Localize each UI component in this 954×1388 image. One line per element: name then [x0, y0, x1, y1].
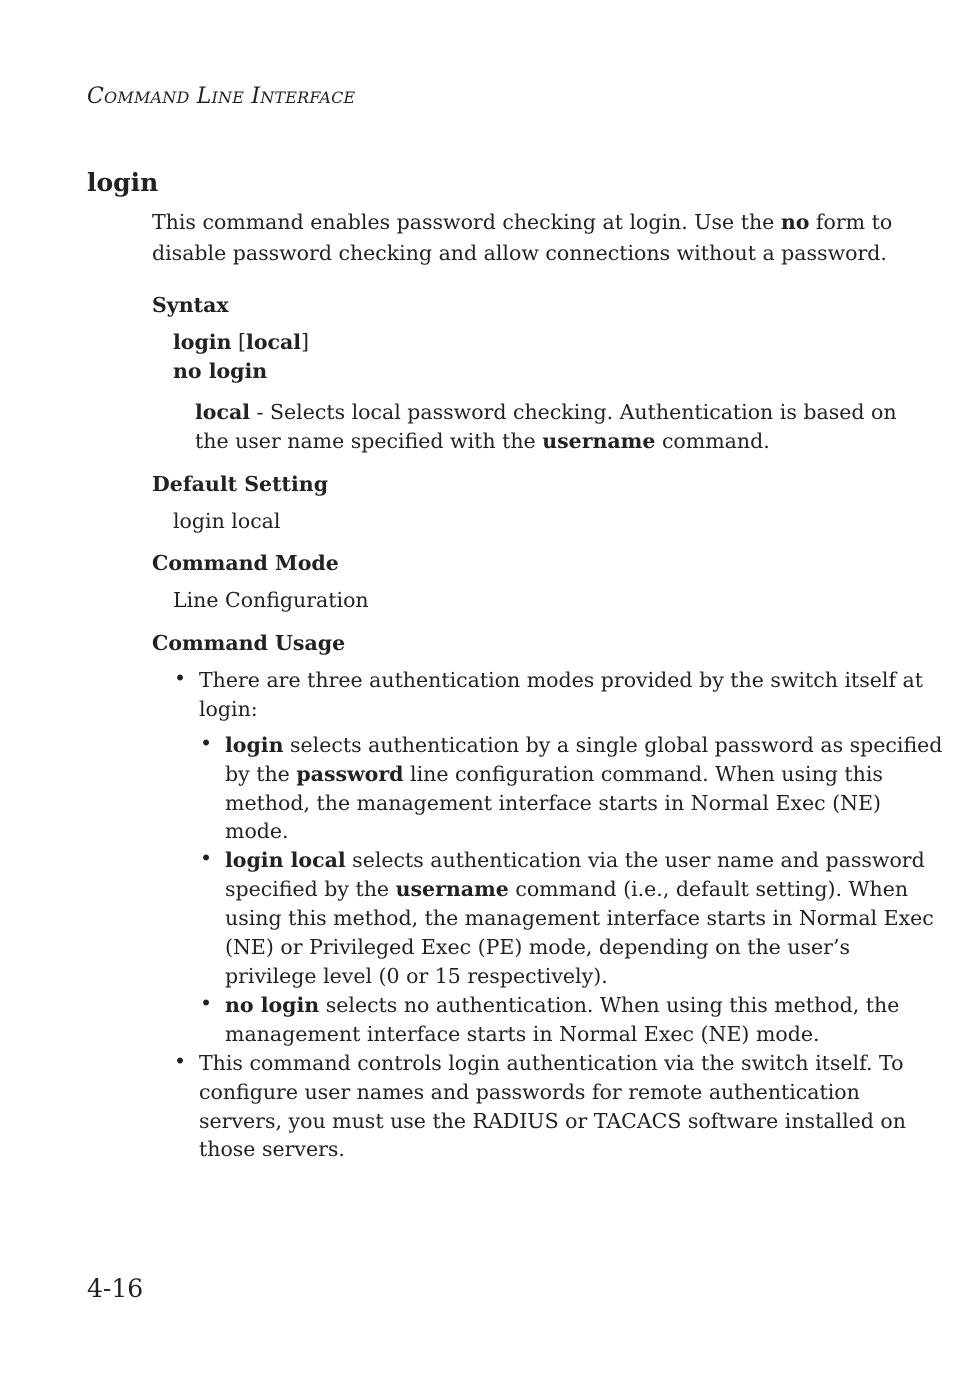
- bullet: •: [174, 666, 187, 690]
- usage-s1-line-1: login selects authentication by a single global password as specified: [225, 733, 943, 757]
- usage-s1-line-3: method, the management interface starts in Normal Exec (NE): [225, 791, 882, 815]
- syntax-heading: Syntax: [152, 293, 229, 317]
- sub-bullet: •: [200, 846, 213, 870]
- sub-bullet: •: [200, 731, 213, 755]
- usage-s2-line-4: (NE) or Privileged Exec (PE) mode, depending on the user’s: [225, 935, 851, 959]
- syntax-param-line-1: local - Selects local password checking. Authentication is based on: [195, 400, 897, 424]
- usage-s1-line-4: mode.: [225, 819, 289, 843]
- syntax-command-1: login [local]: [173, 330, 310, 354]
- intro-line-2: disable password checking and allow connections without a password.: [152, 241, 887, 265]
- usage-b2-line-3: servers, you must use the RADIUS or TACACS software installed on: [199, 1109, 906, 1133]
- usage-b2-line-4: those servers.: [199, 1137, 345, 1161]
- usage-s3-line-2: management interface starts in Normal Exec (NE) mode.: [225, 1022, 820, 1046]
- usage-s3-line-1: no login selects no authentication. When using this method, the: [225, 993, 900, 1017]
- usage-b2-line-1: This command controls login authentication via the switch itself. To: [199, 1051, 904, 1075]
- command-mode-heading: Command Mode: [152, 551, 339, 575]
- usage-b1-line-2: login:: [199, 697, 258, 721]
- page-number: 4-16: [87, 1274, 144, 1303]
- usage-s2-line-2: specified by the username command (i.e., default setting). When: [225, 877, 909, 901]
- syntax-param-line-2: the user name specified with the username command.: [195, 429, 770, 453]
- usage-s1-line-2: by the password line configuration command. When using this: [225, 762, 883, 786]
- command-usage-heading: Command Usage: [152, 631, 346, 655]
- usage-s2-line-3: using this method, the management interface starts in Normal Exec: [225, 906, 934, 930]
- usage-b2-line-2: configure user names and passwords for remote authentication: [199, 1080, 860, 1104]
- usage-s2-line-1: login local selects authentication via the user name and password: [225, 848, 925, 872]
- usage-b1-line-1: There are three authentication modes provided by the switch itself at: [199, 668, 924, 692]
- default-setting-value: login local: [173, 509, 281, 533]
- command-mode-value: Line Configuration: [173, 588, 369, 612]
- running-header: COMMAND LINE INTERFACE: [87, 84, 356, 109]
- sub-bullet: •: [200, 991, 213, 1015]
- default-setting-heading: Default Setting: [152, 472, 329, 496]
- intro-line-1: This command enables password checking at login. Use the no form to: [152, 210, 893, 234]
- usage-s2-line-5: privilege level (0 or 15 respectively).: [225, 964, 608, 988]
- syntax-command-2: no login: [173, 359, 268, 383]
- bullet: •: [174, 1049, 187, 1073]
- page-title: login: [87, 168, 159, 197]
